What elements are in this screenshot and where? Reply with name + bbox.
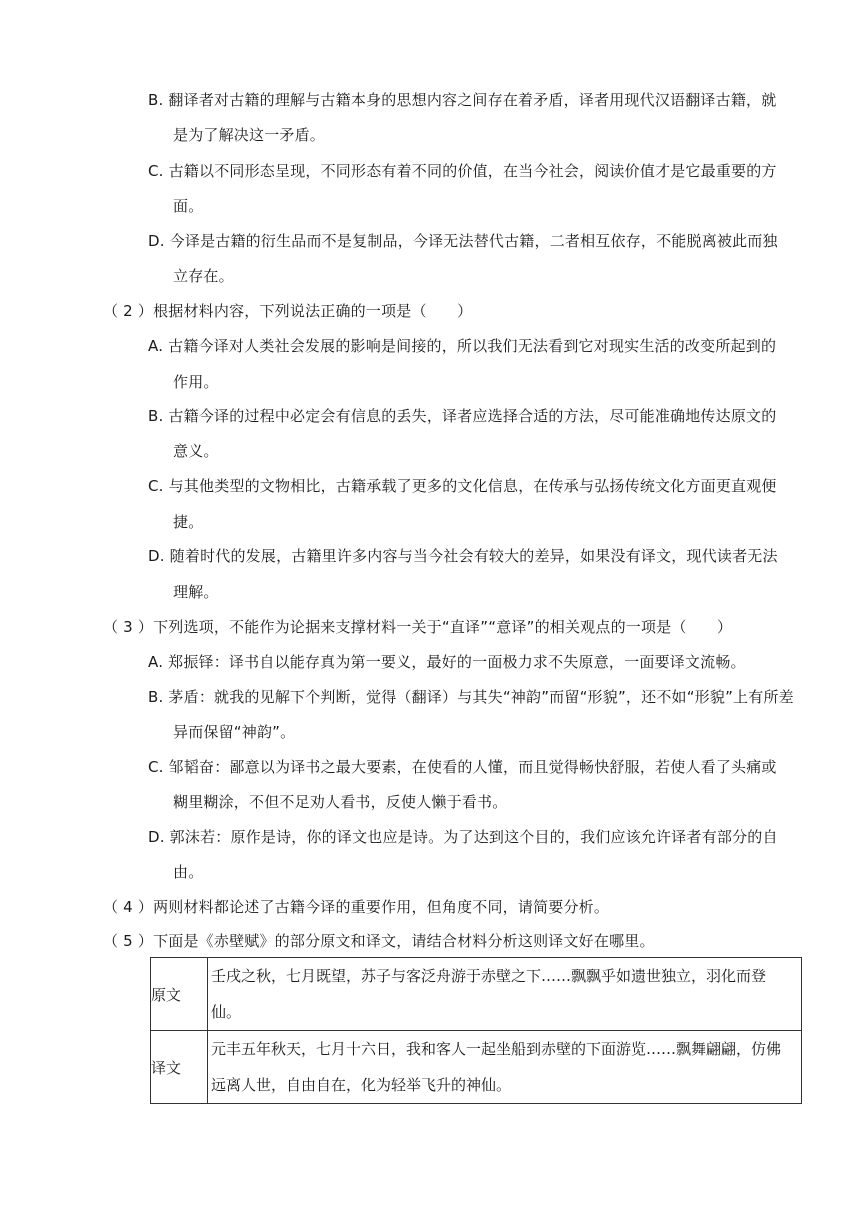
q1-option-b-line2: 是为了解决这一矛盾。 [173,126,326,144]
original-text-line2: 仙。 [211,1003,242,1021]
comparison-table [150,957,802,1104]
table-row-original [151,958,802,1031]
q2-option-c-line2: 捷。 [173,513,204,531]
q3-option-b-line2: 异而保留“神韵”。 [173,723,296,741]
translation-text-line2: 远离人世，自由自在，化为轻举飞升的神仙。 [211,1076,512,1094]
q4-stem: （ 4 ）两则材料都论述了古籍今译的重要作用，但角度不同，请简要分析。 [103,898,610,916]
q2-option-a-line1: A. 古籍今译对人类社会发展的影响是间接的，所以我们无法看到它对现实生活的改变所起到的 [148,337,777,355]
original-text-line1: 壬戌之秋，七月既望，苏子与客泛舟游于赤壁之下……飘飘乎如遗世独立，羽化而登 [211,967,767,985]
q2-stem: （ 2 ）根据材料内容，下列说法正确的一项是（ ） [103,302,473,320]
original-text-cell [208,958,802,1031]
q2-option-d-line2: 理解。 [173,583,219,601]
q1-option-c-line2: 面。 [173,197,204,215]
q3-option-d-line1: D. 郭沫若：原作是诗，你的译文也应是诗。为了达到这个目的，我们应该允许译者有部分的自 [148,828,778,846]
q1-option-c-line1: C. 古籍以不同形态呈现，不同形态有着不同的价值，在当今社会，阅读价值才是它最重要的方 [148,162,777,180]
q1-option-d-line2: 立存在。 [173,267,234,285]
row-label-translation: 译文 [151,1031,208,1104]
q3-stem: （ 3 ）下列选项，不能作为论据来支撑材料一关于“直译”“意译”的相关观点的一项是（ ） [103,618,733,636]
q2-option-c-line1: C. 与其他类型的文物相比，古籍承载了更多的文化信息，在传承与弘扬传统文化方面更直观便 [148,477,777,495]
q1-option-d-line1: D. 今译是古籍的衍生品而不是复制品，今译无法替代古籍，二者相互依存，不能脱离被此而独 [148,232,778,250]
table-row-translation [151,1031,802,1104]
q1-option-b-line1: B. 翻译者对古籍的理解与古籍本身的思想内容之间存在着矛盾，译者用现代汉语翻译古籍，就 [148,91,777,109]
q2-option-d-line1: D. 随着时代的发展，古籍里许多内容与当今社会有较大的差异，如果没有译文，现代读者无法 [148,547,778,565]
q3-option-a-line1: A. 郑振铎：译书自以能存真为第一要义，最好的一面极力求不失原意，一面要译文流畅。 [148,653,746,671]
q2-option-b-line2: 意义。 [173,442,219,460]
q3-option-c-line2: 糊里糊涂，不但不足劝人看书，反使人懒于看书。 [173,793,508,811]
q3-option-d-line2: 由。 [173,863,204,881]
translation-text-line1: 元丰五年秋天，七月十六日，我和客人一起坐船到赤壁的下面游览……飘舞翩翩，仿佛 [211,1040,782,1058]
q3-option-c-line1: C. 邹韬奋：鄙意以为译书之最大要素，在使看的人懂，而且觉得畅快舒服，若使人看了头痛或 [148,758,777,776]
row-label-original: 原文 [151,958,208,1031]
q3-option-b-line1: B. 茅盾：就我的见解下个判断，觉得（翻译）与其失“神韵”而留“形貌”，还不如“形貌”上有所差 [148,688,794,706]
q2-option-a-line2: 作用。 [173,373,219,391]
q2-option-b-line1: B. 古籍今译的过程中必定会有信息的丢失，译者应选择合适的方法，尽可能准确地传达原文的 [148,407,777,425]
translation-text-cell [208,1031,802,1104]
q5-stem: （ 5 ）下面是《赤壁赋》的部分原文和译文，请结合材料分析这则译文好在哪里。 [103,932,655,950]
